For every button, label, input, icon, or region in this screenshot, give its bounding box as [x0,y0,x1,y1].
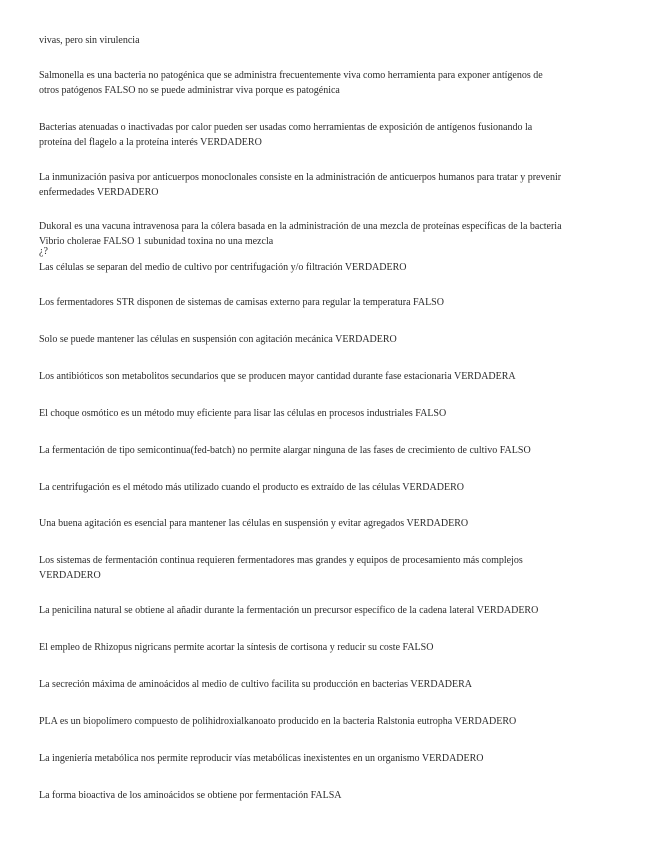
text-line: Una buena agitación es esencial para mantener las células en suspensión y evitar agregados VERDADERO [39,518,469,529]
text-line: Solo se puede mantener las células en suspensión con agitación mecánica VERDADERO [39,334,397,345]
text-line: Los fermentadores STR disponen de sistemas de camisas externo para regular la temperatura FALSO [39,297,444,308]
text-line: Las células se separan del medio de cultivo por centrifugación y/o filtración VERDADERO [39,262,407,273]
paragraph [39,603,629,618]
text-line: La inmunización pasiva por anticuerpos monoclonales consiste en la administración de anticuerpos humanos para tratar y prevenir [39,172,562,183]
text-line: El choque osmótico es un método muy eficiente para lisar las células en procesos industriales FALSO [39,408,447,419]
paragraph [39,480,629,495]
text-line: otros patógenos FALSO no se puede administrar viva porque es patogénica [39,85,340,96]
text-line: La centrifugación es el método más utilizado cuando el producto es extraído de las células VERDADERO [39,482,464,493]
text-line: Los antibióticos son metabolitos secundarios que se producen mayor cantidad durante fase estacionaria VERDADERA [39,371,516,382]
text-line: proteína del flagelo a la proteína interés VERDADERO [39,137,262,148]
text-line: Vibrio cholerae FALSO 1 subunidad toxina no una mezcla [39,236,274,247]
paragraph [39,260,629,275]
text-line: Salmonella es una bacteria no patogénica que se administra frecuentemente viva como herramienta para exponer antígenos de [39,70,543,81]
paragraph [39,516,629,531]
text-line: vivas, pero sin virulencia [39,35,140,46]
paragraph [39,640,629,655]
text-line: Los sistemas de fermentación continua requieren fermentadores mas grandes y equipos de procesamiento más complejos [39,555,523,566]
paragraph [39,677,629,692]
paragraph [39,295,629,310]
paragraph [39,714,629,729]
text-line: Dukoral es una vacuna intravenosa para la cólera basada en la administración de una mezcla de proteínas específicas de la bacteria [39,221,562,232]
text-line: La penicilina natural se obtiene al añadir durante la fermentación un precursor específico de la cadena lateral VERDADERO [39,605,539,616]
text-line: VERDADERO [39,570,101,581]
paragraph [39,120,629,150]
paragraph [39,553,629,583]
text-line: La forma bioactiva de los aminoácidos se obtiene por fermentación FALSA [39,790,342,801]
paragraph [39,369,629,384]
paragraph [39,68,629,98]
text-line: enfermedades VERDADERO [39,187,159,198]
text-line: La fermentación de tipo semicontinua(fed-batch) no permite alargar ninguna de las fases de crecimiento de cultivo FALSO [39,445,531,456]
text-line: PLA es un biopolímero compuesto de polihidroxialkanoato producido en la bacteria Ralstonia eutropha VERDADERO [39,716,517,727]
text-line: ¿? [39,246,48,257]
text-line: Bacterias atenuadas o inactivadas por calor pueden ser usadas como herramientas de exposición de antígenos fusionando la [39,122,533,133]
paragraph [39,33,629,48]
paragraph [39,332,629,347]
text-line: El empleo de Rhizopus nigricans permite acortar la síntesis de cortisona y reducir su coste FALSO [39,642,434,653]
paragraph [39,751,629,766]
text-line: La secreción máxima de aminoácidos al medio de cultivo facilita su producción en bacterias VERDADERA [39,679,473,690]
paragraph [39,170,629,200]
paragraph [39,788,629,803]
paragraph [39,443,629,458]
text-line: La ingeniería metabólica nos permite reproducir vías metabólicas inexistentes en un organismo VERDADERO [39,753,484,764]
paragraph [39,406,629,421]
paragraph [39,219,629,259]
